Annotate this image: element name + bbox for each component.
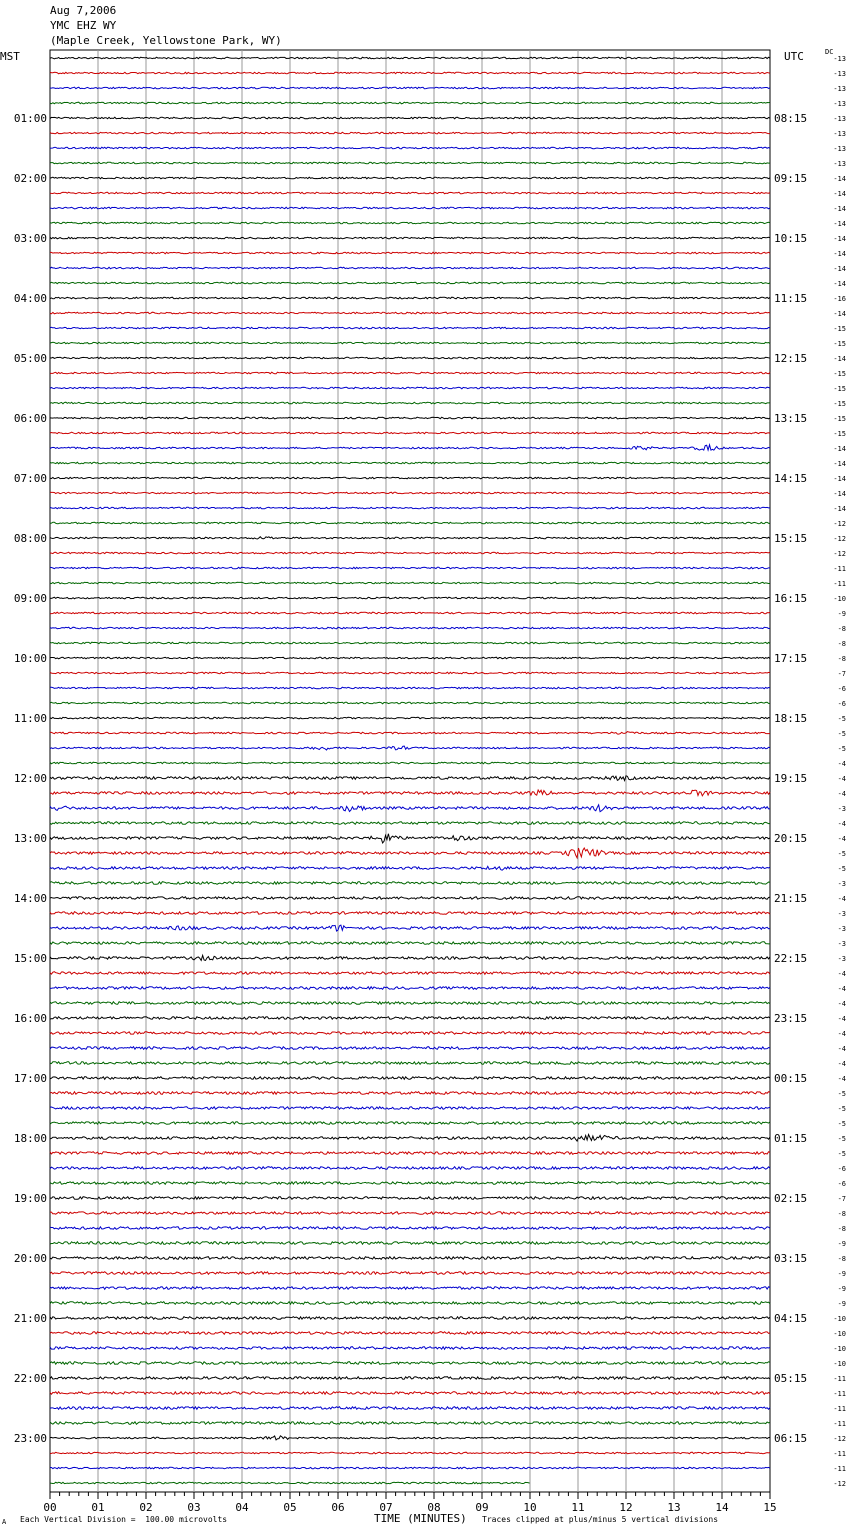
trace-line (50, 672, 770, 674)
mst-hour-label: 20:00 (13, 1252, 47, 1265)
station-location: (Maple Creek, Yellowstone Park, WY) (50, 34, 282, 47)
dc-offset-value: -5 (837, 1135, 846, 1143)
trace-line (50, 1392, 770, 1395)
trace-line (50, 1107, 770, 1110)
trace-line (50, 402, 770, 404)
x-tick-label: 05 (283, 1501, 297, 1514)
utc-hour-label: 13:15 (774, 412, 808, 425)
trace-line (50, 87, 770, 89)
mst-hour-label: 05:00 (13, 352, 47, 365)
trace-line (50, 1452, 770, 1454)
trace-line (50, 327, 770, 329)
trace-line (50, 282, 770, 284)
dc-offset-value: -4 (837, 760, 846, 768)
dc-offset-value: -4 (837, 895, 846, 903)
trace-line (50, 925, 770, 931)
mst-hour-label: 06:00 (13, 412, 47, 425)
dc-offset-value: -14 (833, 505, 846, 513)
trace-line (50, 492, 770, 494)
trace-line (50, 312, 770, 314)
trace-line (50, 822, 770, 825)
dc-offset-value: -11 (833, 580, 846, 588)
dc-offset-value: -12 (833, 550, 846, 558)
dc-offset-value: -14 (833, 310, 846, 318)
dc-offset-value: -8 (837, 655, 846, 663)
dc-offset-value: -6 (837, 685, 846, 693)
trace-line (50, 1002, 770, 1005)
mst-hour-label: 13:00 (13, 832, 47, 845)
trace-line (50, 432, 770, 434)
dc-offset-value: -5 (837, 1090, 846, 1098)
utc-hour-label: 14:15 (774, 472, 808, 485)
utc-hour-label: 01:15 (774, 1132, 808, 1145)
dc-offset-value: -14 (833, 235, 846, 243)
trace-line (50, 1287, 770, 1290)
dc-offset-value: -9 (837, 1285, 846, 1293)
dc-offset-value: -13 (833, 85, 846, 93)
trace-line (50, 762, 770, 764)
trace-line (50, 387, 770, 389)
dc-offset-value: -13 (833, 70, 846, 78)
dc-offset-value: -7 (837, 1195, 846, 1203)
dc-offset-value: -9 (837, 1240, 846, 1248)
trace-line (50, 357, 770, 359)
dc-offset-value: -3 (837, 925, 846, 933)
trace-line (50, 732, 770, 734)
plot-date: Aug 7,2006 (50, 4, 117, 17)
trace-line (50, 1362, 770, 1365)
trace-line (50, 582, 770, 584)
dc-offset-value: -4 (837, 970, 846, 978)
trace-line (50, 1436, 770, 1440)
x-tick-label: 10 (523, 1501, 537, 1514)
dc-offset-value: -3 (837, 940, 846, 948)
x-tick-label: 03 (187, 1501, 201, 1514)
dc-offset-value: -15 (833, 325, 846, 333)
trace-line (50, 790, 770, 796)
right-timezone-label: UTC (784, 50, 804, 63)
scale-note: Each Vertical Division = 100.00 microvolts (20, 1515, 228, 1524)
mst-hour-label: 19:00 (13, 1192, 47, 1205)
utc-hour-label: 02:15 (774, 1192, 808, 1205)
trace-line (50, 1182, 770, 1185)
dc-offset-value: -4 (837, 1000, 846, 1008)
dc-offset-value: -11 (833, 1405, 846, 1413)
dc-offset-value: -11 (833, 565, 846, 573)
dc-offset-value: -14 (833, 490, 846, 498)
utc-hour-label: 06:15 (774, 1432, 808, 1445)
trace-line (50, 612, 770, 614)
dc-offset-value: -4 (837, 835, 846, 843)
trace-line (50, 222, 770, 224)
trace-line (50, 1212, 770, 1215)
plot-frame (50, 50, 770, 1492)
clip-note: Traces clipped at plus/minus 5 vertical divisions (482, 1515, 719, 1524)
dc-offset-value: -10 (833, 1315, 846, 1323)
mst-hour-label: 09:00 (13, 592, 47, 605)
utc-hour-label: 16:15 (774, 592, 808, 605)
utc-hour-label: 10:15 (774, 232, 808, 245)
corner-mark: A (2, 1518, 7, 1526)
x-tick-label: 14 (715, 1501, 729, 1514)
trace-line (50, 117, 770, 119)
trace-line (50, 1257, 770, 1260)
dc-offset-value: -4 (837, 1015, 846, 1023)
mst-hour-label: 22:00 (13, 1372, 47, 1385)
x-tick-label: 13 (667, 1501, 681, 1514)
trace-line (50, 567, 770, 569)
trace-line (50, 192, 770, 194)
trace-line (50, 162, 770, 164)
trace-line (50, 866, 770, 870)
utc-hour-label: 12:15 (774, 352, 808, 365)
dc-offset-value: -15 (833, 430, 846, 438)
dc-offset-value: -6 (837, 1180, 846, 1188)
dc-offset-value: -8 (837, 640, 846, 648)
dc-offset-value: -8 (837, 1210, 846, 1218)
dc-offset-value: -4 (837, 790, 846, 798)
trace-line (50, 72, 770, 74)
dc-offset-value: -14 (833, 460, 846, 468)
trace-line (50, 1047, 770, 1050)
trace-line (50, 147, 770, 149)
mst-hour-label: 02:00 (13, 172, 47, 185)
utc-hour-label: 17:15 (774, 652, 808, 665)
x-tick-label: 07 (379, 1501, 393, 1514)
trace-line (50, 776, 770, 781)
trace-line (50, 942, 770, 945)
mst-hour-label: 01:00 (13, 112, 47, 125)
trace-line (50, 1152, 770, 1155)
trace-line (50, 1077, 770, 1080)
trace-line (50, 477, 770, 479)
trace-line (50, 746, 770, 750)
trace-line (50, 522, 770, 524)
trace-line (50, 537, 770, 539)
utc-hour-label: 03:15 (774, 1252, 808, 1265)
trace-line (50, 627, 770, 629)
trace-line (50, 297, 770, 299)
dc-offset-value: -5 (837, 865, 846, 873)
trace-line (50, 955, 770, 960)
trace-line (50, 1377, 770, 1380)
utc-hour-label: 20:15 (774, 832, 808, 845)
dc-offset-value: -13 (833, 100, 846, 108)
dc-offset-value: -3 (837, 805, 846, 813)
dc-offset-value: -16 (833, 295, 846, 303)
dc-offset-value: -14 (833, 445, 846, 453)
dc-offset-value: -5 (837, 715, 846, 723)
trace-line (50, 1227, 770, 1230)
utc-hour-label: 18:15 (774, 712, 808, 725)
utc-hour-label: 15:15 (774, 532, 808, 545)
dc-offset-value: -6 (837, 700, 846, 708)
left-timezone-label: MST (0, 50, 20, 63)
dc-offset-value: -4 (837, 1030, 846, 1038)
utc-hour-label: 21:15 (774, 892, 808, 905)
trace-line (50, 642, 770, 644)
trace-line (50, 252, 770, 254)
trace-line (50, 552, 770, 554)
trace-line (50, 1332, 770, 1335)
trace-line (50, 1017, 770, 1020)
x-tick-label: 08 (427, 1501, 441, 1514)
trace-line (50, 1092, 770, 1095)
trace-line (50, 1062, 770, 1065)
dc-offset-value: -5 (837, 1150, 846, 1158)
mst-hour-label: 08:00 (13, 532, 47, 545)
dc-offset-value: -10 (833, 595, 846, 603)
station-code: YMC EHZ WY (50, 19, 117, 32)
mst-hour-label: 18:00 (13, 1132, 47, 1145)
trace-line (50, 687, 770, 689)
utc-hour-label: 11:15 (774, 292, 808, 305)
utc-hour-label: 04:15 (774, 1312, 808, 1325)
dc-offset-value: -15 (833, 340, 846, 348)
mst-hour-label: 07:00 (13, 472, 47, 485)
mst-hour-label: 11:00 (13, 712, 47, 725)
mst-hour-label: 21:00 (13, 1312, 47, 1325)
dc-offset-value: -3 (837, 910, 846, 918)
dc-offset-value: -10 (833, 1345, 846, 1353)
trace-line (50, 1317, 770, 1320)
dc-offset-value: -6 (837, 1165, 846, 1173)
mst-hour-label: 03:00 (13, 232, 47, 245)
dc-offset-value: -5 (837, 1120, 846, 1128)
dc-offset-value: -9 (837, 610, 846, 618)
dc-offset-value: -11 (833, 1420, 846, 1428)
trace-line (50, 1134, 770, 1141)
trace-line (50, 207, 770, 209)
dc-offset-value: -15 (833, 370, 846, 378)
x-axis-title: TIME (MINUTES) (374, 1512, 467, 1525)
x-tick-label: 04 (235, 1501, 249, 1514)
x-tick-label: 11 (571, 1501, 585, 1514)
dc-offset-value: -10 (833, 1330, 846, 1338)
dc-offset-value: -3 (837, 955, 846, 963)
mst-hour-label: 23:00 (13, 1432, 47, 1445)
trace-line (50, 1467, 770, 1469)
dc-offset-value: -14 (833, 175, 846, 183)
trace-line (50, 1167, 770, 1170)
trace-line (50, 1122, 770, 1125)
trace-line (50, 1032, 770, 1035)
mst-hour-label: 15:00 (13, 952, 47, 965)
trace-line (50, 1197, 770, 1200)
dc-offset-value: -12 (833, 535, 846, 543)
dc-offset-value: -14 (833, 205, 846, 213)
dc-offset-value: -7 (837, 670, 846, 678)
mst-hour-label: 14:00 (13, 892, 47, 905)
dc-offset-value: -15 (833, 415, 846, 423)
trace-line (50, 1422, 770, 1425)
trace-line (50, 597, 770, 599)
dc-offset-value: -5 (837, 850, 846, 858)
trace-line (50, 882, 770, 885)
dc-offset-value: -8 (837, 1225, 846, 1233)
mst-hour-label: 04:00 (13, 292, 47, 305)
dc-offset-value: -13 (833, 115, 846, 123)
utc-hour-label: 08:15 (774, 112, 808, 125)
dc-offset-value: -14 (833, 250, 846, 258)
trace-line (50, 972, 770, 975)
trace-line (50, 372, 770, 374)
trace-line (50, 848, 770, 858)
dc-offset-value: -9 (837, 1270, 846, 1278)
trace-line (50, 445, 770, 450)
dc-offset-value: -14 (833, 190, 846, 198)
trace-line (50, 1407, 770, 1410)
dc-offset-value: -10 (833, 1360, 846, 1368)
dc-offset-value: -14 (833, 265, 846, 273)
dc-offset-value: -11 (833, 1390, 846, 1398)
x-tick-label: 15 (763, 1501, 777, 1514)
dc-offset-value: -4 (837, 1060, 846, 1068)
dc-offset-value: -12 (833, 1480, 846, 1488)
mst-hour-label: 16:00 (13, 1012, 47, 1025)
mst-hour-label: 10:00 (13, 652, 47, 665)
trace-line (50, 1272, 770, 1275)
trace-line (50, 267, 770, 269)
dc-offset-value: -13 (833, 145, 846, 153)
utc-hour-label: 05:15 (774, 1372, 808, 1385)
utc-hour-label: 19:15 (774, 772, 808, 785)
dc-offset-value: -13 (833, 130, 846, 138)
trace-line (50, 342, 770, 344)
trace-line (50, 912, 770, 915)
dc-offset-value: -11 (833, 1450, 846, 1458)
trace-line (50, 132, 770, 134)
trace-line (50, 834, 770, 843)
trace-line (50, 57, 770, 59)
dc-offset-value: -3 (837, 880, 846, 888)
x-tick-label: 02 (139, 1501, 153, 1514)
dc-offset-value: -12 (833, 520, 846, 528)
dc-offset-value: -15 (833, 385, 846, 393)
dc-offset-value: -5 (837, 730, 846, 738)
dc-offset-value: -14 (833, 355, 846, 363)
utc-hour-label: 22:15 (774, 952, 808, 965)
dc-offset-value: -4 (837, 775, 846, 783)
trace-line (50, 717, 770, 719)
trace-line (50, 102, 770, 104)
dc-offset-value: -11 (833, 1465, 846, 1473)
dc-offset-value: -4 (837, 1045, 846, 1053)
dc-offset-value: -13 (833, 160, 846, 168)
dc-offset-value: -13 (833, 55, 846, 63)
dc-offset-value: -8 (837, 1255, 846, 1263)
dc-offset-value: -4 (837, 1075, 846, 1083)
x-tick-label: 01 (91, 1501, 105, 1514)
dc-offset-value: -12 (833, 1435, 846, 1443)
trace-line (50, 657, 770, 659)
trace-line (50, 987, 770, 990)
x-tick-label: 00 (43, 1501, 57, 1514)
dc-offset-value: -15 (833, 400, 846, 408)
trace-line (50, 462, 770, 464)
trace-line (50, 702, 770, 704)
dc-offset-value: -9 (837, 1300, 846, 1308)
dc-offset-value: -4 (837, 985, 846, 993)
x-tick-label: 09 (475, 1501, 489, 1514)
trace-line (50, 507, 770, 509)
dc-offset-header: DC (825, 48, 834, 56)
dc-offset-value: -11 (833, 1375, 846, 1383)
dc-offset-value: -14 (833, 280, 846, 288)
dc-offset-value: -14 (833, 475, 846, 483)
trace-line (50, 417, 770, 419)
dc-offset-value: -5 (837, 1105, 846, 1113)
utc-hour-label: 00:15 (774, 1072, 808, 1085)
trace-line (50, 897, 770, 900)
trace-line (50, 237, 770, 239)
utc-hour-label: 09:15 (774, 172, 808, 185)
x-tick-label: 12 (619, 1501, 633, 1514)
trace-line (50, 177, 770, 179)
x-tick-label: 06 (331, 1501, 345, 1514)
mst-hour-label: 12:00 (13, 772, 47, 785)
trace-line (50, 1347, 770, 1350)
mst-hour-label: 17:00 (13, 1072, 47, 1085)
dc-offset-value: -5 (837, 745, 846, 753)
trace-line (50, 1242, 770, 1245)
dc-offset-value: -14 (833, 220, 846, 228)
trace-line (50, 805, 770, 812)
dc-offset-value: -4 (837, 820, 846, 828)
trace-line (50, 1302, 770, 1305)
dc-offset-value: -8 (837, 625, 846, 633)
utc-hour-label: 23:15 (774, 1012, 808, 1025)
